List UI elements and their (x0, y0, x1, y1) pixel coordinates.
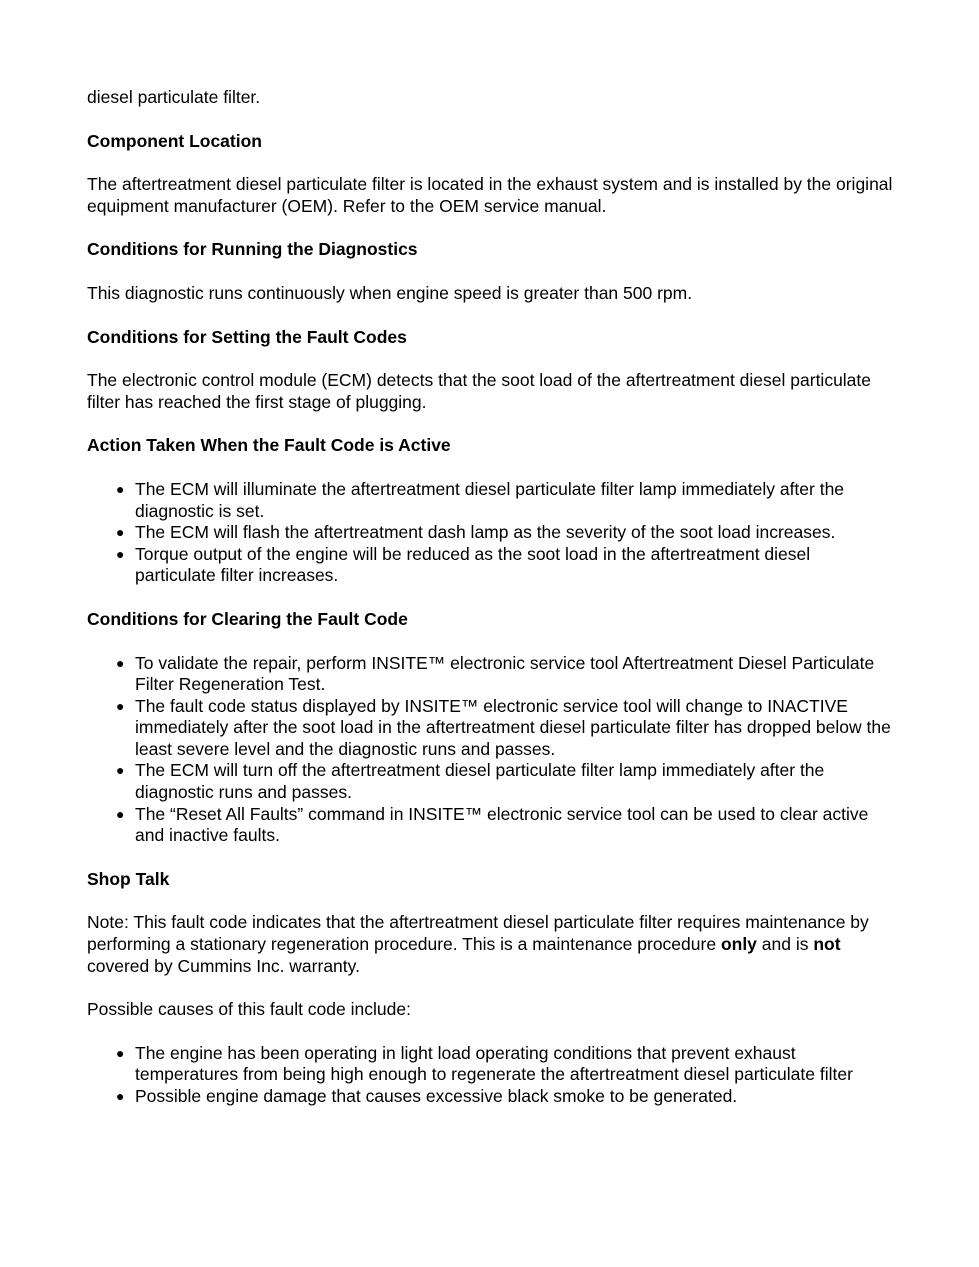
list-item (116, 695, 893, 761)
running-diagnostics-body: This diagnostic runs continuously when engine speed is greater than 500 rpm. (87, 282, 693, 303)
possible-causes-intro: Possible causes of this fault code include: (87, 999, 411, 1020)
list-item (116, 522, 893, 544)
list-item-text: Possible engine damage that causes excessive black smoke to be generated. (135, 1086, 738, 1106)
possible-causes-list (87, 1043, 893, 1108)
note-emphasis-only: only (720, 934, 757, 955)
list-item-text: The fault code status displayed by INSITE™ electronic service tool will change to INACTIVE immediately after the soot load in the aftertreatment diesel particulate filter has dropped below the least severe level and the diagnostic runs and passes. (135, 695, 891, 759)
note-text: Note: This fault code indicates that the aftertreatment diesel particulate filter requires maintenance by performing a stationary regeneration procedure. This is a maintenance procedure (87, 912, 869, 955)
list-item-text: The ECM will flash the aftertreatment dash lamp as the severity of the soot load increases. (135, 522, 836, 543)
component-location-body: The aftertreatment diesel particulate filter is located in the exhaust system and is installed by the original equipment manufacturer (OEM). Refer to the OEM service manual. (87, 174, 893, 216)
list-item (116, 1086, 893, 1108)
setting-fault-codes-body: The electronic control module (ECM) detects that the soot load of the aftertreatment diesel particulate filter has reached the first stage of plugging. (87, 370, 872, 412)
clearing-fault-code-list (87, 653, 893, 847)
list-item (116, 1042, 893, 1086)
list-item-text: The engine has been operating in light load operating conditions that prevent exhaust temperatures from being high enough to regenerate the aftertreatment diesel particulate filter (135, 1042, 853, 1085)
list-item-text: The ECM will turn off the aftertreatment diesel particulate filter lamp immediately after the diagnostic runs and passes. (135, 760, 825, 803)
action-taken-list (87, 479, 893, 587)
bullet-icon: ● (116, 805, 125, 822)
list-item-text: To validate the repair, perform INSITE™ electronic service tool Aftertreatment Diesel Particulate Filter Regeneration Test. (135, 652, 875, 695)
list-item (116, 543, 893, 587)
bullet-icon: ● (116, 1088, 125, 1104)
heading-action-taken: Action Taken When the Fault Code is Active (87, 435, 451, 456)
bullet-icon: ● (116, 697, 125, 714)
heading-component-location: Component Location (87, 130, 262, 151)
list-item (116, 652, 893, 696)
document-page (87, 87, 893, 1130)
shop-talk-note (87, 912, 893, 977)
heading-clearing-fault-code: Conditions for Clearing the Fault Code (87, 608, 408, 629)
bullet-icon: ● (116, 480, 125, 497)
bullet-icon: ● (116, 1044, 125, 1061)
heading-setting-fault-codes: Conditions for Setting the Fault Codes (87, 326, 407, 347)
list-item (116, 478, 893, 522)
list-item-text: The ECM will illuminate the aftertreatment diesel particulate filter lamp immediately after the diagnostic is set. (135, 478, 845, 521)
list-item (116, 803, 893, 847)
bullet-icon: ● (116, 654, 125, 671)
heading-running-diagnostics: Conditions for Running the Diagnostics (87, 239, 418, 260)
bullet-icon: ● (116, 545, 125, 562)
intro-fragment: diesel particulate filter. (87, 87, 261, 107)
note-emphasis-not: not (813, 934, 841, 955)
list-item-text: Torque output of the engine will be reduced as the soot load in the aftertreatment diesel particulate filter increases. (135, 543, 811, 586)
heading-shop-talk: Shop Talk (87, 868, 170, 889)
list-item (116, 760, 893, 803)
note-text: and is (756, 934, 814, 955)
list-item-text: The “Reset All Faults” command in INSITE™ electronic service tool can be used to clear active and inactive faults. (135, 803, 869, 846)
bullet-icon: ● (116, 762, 125, 779)
note-text: covered by Cummins Inc. warranty. (87, 955, 360, 976)
bullet-icon: ● (116, 524, 125, 541)
